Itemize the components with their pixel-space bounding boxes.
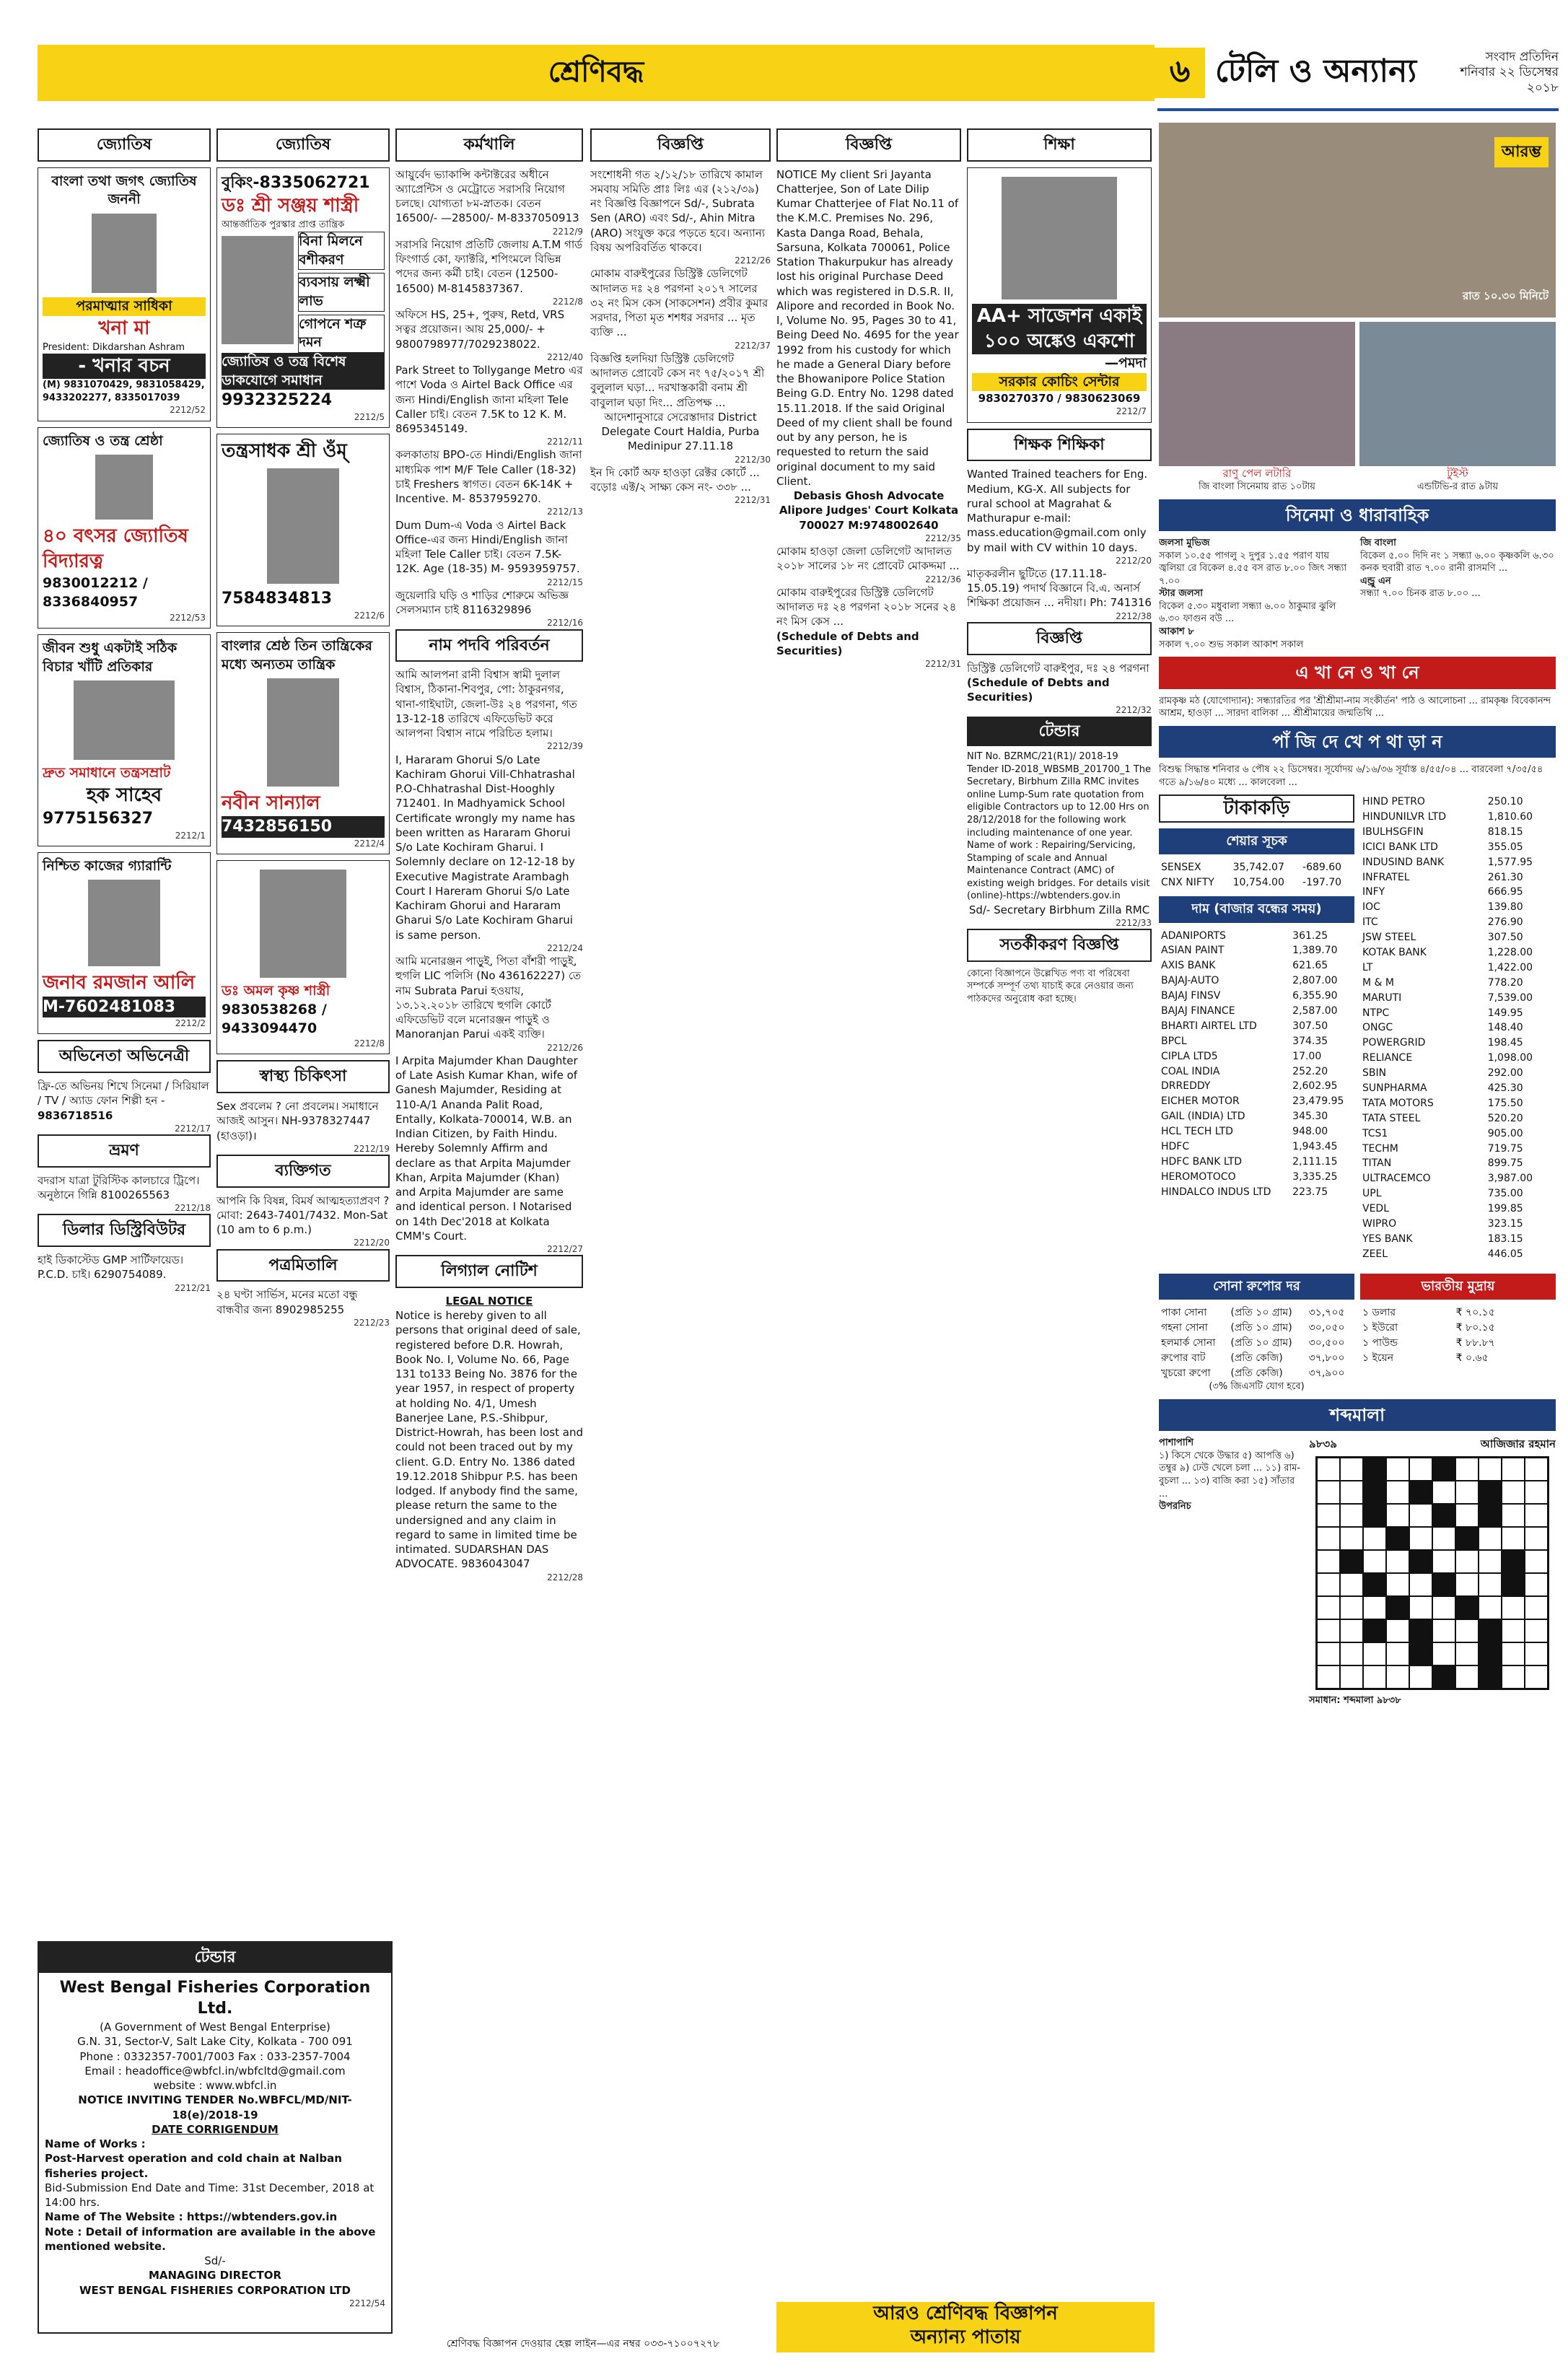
crossword-cell (1502, 1665, 1525, 1689)
more-classifieds-banner: আরও শ্রেণিবদ্ধ বিজ্ঞাপন অন্যান্য পাতায় (776, 2302, 1155, 2352)
crossword-cell (1432, 1596, 1455, 1619)
crossword-cell (1363, 1527, 1386, 1550)
crossword-cell (1502, 1642, 1525, 1665)
crossword-cell (1525, 1596, 1548, 1619)
crossword-cell (1455, 1458, 1479, 1481)
crossword-cell (1502, 1481, 1525, 1504)
stock-row: HIND PETRO 250.10 (1362, 796, 1523, 808)
crossword-cell (1432, 1619, 1455, 1642)
crossword-cell (1432, 1665, 1455, 1689)
crossword-cell (1455, 1504, 1479, 1527)
forex-row: ১ ডলার ₹ ৭০.১৫ (1362, 1306, 1495, 1318)
stock-row: KOTAK BANK 1,228.00 (1362, 946, 1533, 958)
crossword-cell (1409, 1481, 1432, 1504)
stock-row: HDFC 1,943.45 (1161, 1141, 1338, 1153)
stock-row: DRREDDY 2,602.95 (1161, 1080, 1338, 1093)
ad-amal-krishna: ডঃ অমল কৃষ্ণ শাস্ত্রী 9830538268 / 9433094470 2212/8 (216, 860, 390, 1054)
column-head: জ্যোতিষ (38, 128, 211, 162)
stock-row: BPCL 374.35 (1161, 1035, 1328, 1047)
promo-image-3 (1359, 322, 1556, 466)
crossword-cell (1479, 1458, 1502, 1481)
gold-rate-table (1159, 1305, 1354, 1380)
column-jobs: কর্মখালি আয়ুর্বেদ ভ্যাকান্সি কন্টাক্টরের অধীনে অ্যাপ্রেন্টিস ও মেট্রোতে সরাসরি নিয়োগ চলছে। যোগ্যতা ৮ম-স্নাতক। বেতন 16500/- —28500/- M-8337050913 2212/9 সরাসরি নিয়োগ প্রতিটি জেলায় A.T.M গার্ড ফিংগার্ড কো, ফ্যাক্টরি, শপিংমলে বিভিন্ন পদের জন্য কর্মী চাই। বেতন (12500-16500) M-8145837367. 2212/8 অফিসে HS, 25+, পুরুষ, Retd, VRS সত্বর প্রয়োজন। আয় 25,000/- + 9800798977/7029238022. 2212/40 Park Street to Tollygange Metro এর পাশে Voda ও Airtel Back Office এর জন্য Hindi/English জানা মহিলা Tele Caller চাই। বেতন 7.5K to 12 K. M. 8695345149. 2212/11 কলকাতায় BPO-তে Hindi/English জানা মাধ্যমিক পাশ M/F Tele Caller (18-32) চাই Freshers স্বাগত। বেতন 6K-14K + Incentive. M- 8537959270. 2212/13 Dum Dum-এ Voda ও Airtel Back Office-এর জন্য Hindi/English জানা মহিলা Tele Caller চাই। বেতন 7.5K-12K. Age (18-35) M- 9593959757. 2212/15 জুয়েলারি ঘড়ি ও শাড়ির শোরুমে অভিজ্ঞ সেলসম্যান চাই 8116329896 2212/16 নাম পদবি পরিবর্তন আমি আলপনা রানী বিশ্বাস স্বামী দুলাল বিশ্বাস, ঠিকানা-শিবপুর, পো: ঠাকুরনগর, থানা-গাইঘাটা, জেলা-উঃ ২৪ পরগনা, গত 13-12-18 তারিখে এফিডেভিট করে আলপনা বিশ্বাস নামে পরিচিত হলাম। 2212/39 I, Hararam Ghorui S/o Late Kachiram Ghorui Vill-Chhatrashal P.O-Chhatrashal Dist-Hooghly 712401. In Madhyamick School Certificate wrongly my name has been written as Hararam Ghorui S/o Late Kochiram Gharui. I Solemnly declare on 12-12-18 by Executive Magistrate Arambagh Court I Hareram Ghorui S/o Late Kachiram Ghorui and Hararam Gharui S/o Late Kochiram Gharui is same person. 2212/24 আমি মনোরঞ্জন পাড়ুই, পিতা বাঁশরী পাড়ুই, হুগলি LIC পলিসি (No 436162227) তে নাম Subrata Parui হওয়ায়, ১৩.১২.২০১৮ তারিখে হুগলি কোর্টে এফিডেভিট বলে মনোরঞ্জন পাড়ুই ও Manoranjan Parui একই ব্যক্তি। 2212/26 I Arpita Majumder Khan Daughter of Late Asish Kumar Khan, wife of Ganesh Majumder, Residing at 110-A/1 Ananda Palit Road, Entally, Kolkata-700014, W.B. an Indian Citizen, by Faith Hindu. Hereby Solemnly Affirm and declare as that Arpita Majumder Khan, Arpita Majumder (Khan) and Arpita Majumder are same and identical person. I Notarised on 14th Dec'2018 at Kolkata CMM's Court. 2212/27 লিগ্যাল নোটিশ LEGAL NOTICE Notice is hereby given to all persons that original deed of sale, registered before D.R. Howrah, Book No. I, Volume No. 66, Page 131 to133 Being No. 3876 for the year 1957, in respect of property at holding No. 4/1, Umesh Banerjee Lane, P.S.-Shibpur, District-Howrah, has been lost and could not been traced out by my client. G.D. Entry No. 1386 dated 19.12.2018 Shibpur P.S. has been lodged. If anybody find the same, please return the same to the undersigned and any claim in regard to same in limited time be intimated. SUDARSHAN DAS ADVOCATE. 9836043047 2212/28 (395, 128, 583, 2335)
column-astrology-1: জ্যোতিষ বাংলা তথা জগৎ জ্যোতিষ জননী পরমাত্মার সাধিকা খনা মা President: Dikdarshan Ashram - খনার বচন (M) 9831070429, 9831058429, 9433202277, 8335017039 2212/52 জ্যোতিষ ও তন্ত্র শ্রেষ্ঠা ৪০ বৎসর জ্যোতিষ বিদ্যারত্ন 9830012212 / 8336840957 2212/53 জীবন শুধু একটাই সঠিক বিচার খাঁটি প্রতিকার দ্রুত সমাধানে তন্ত্রসম্রাট হক সাহেব 9775156327 2212/1 নিশ্চিত কাজের গ্যারান্টি জনাব রমজান আলি M-7602481083 2212/2 অভিনেতা অভিনেত্রী ফ্রি-তে অভিনয় শিখে সিনেমা / সিরিয়াল / TV / অ্যাড ফোন শিল্পী হন - 9836718516 2212/17 ভ্রমণ বদরাস যাত্রা টুরিস্টিক কালচারে ট্রিপে। অনুষ্ঠানে গিন্নি 8100265563 2212/18 ডিলার ডিস্ট্রিবিউটর হাই ডিকাস্টেড GMP সার্টিফায়েড। P.C.D. চাই। 6290754089. 2212/21 (38, 128, 211, 2335)
crossword-cell (1525, 1665, 1548, 1689)
gold-rate-row: হলমার্ক সোনা (প্রতি ১০ গ্রাম) ৩০,৫০০ (1161, 1336, 1345, 1349)
page-title: টেলি ও অন্যান্য (1215, 52, 1417, 89)
stock-row: WIPRO 323.15 (1362, 1218, 1523, 1230)
stock-row: MARUTI 7,539.00 (1362, 991, 1533, 1004)
crossword-cell (1386, 1458, 1409, 1481)
page-number: ৬ (1155, 48, 1205, 98)
stock-row: LT 1,422.00 (1362, 961, 1533, 973)
photo-portrait (1002, 177, 1117, 299)
gold-rate-row: খুচরো রুপো (প্রতি কেজি) ৩৭,৯০০ (1161, 1367, 1345, 1379)
stock-table-left (1159, 929, 1354, 1200)
crossword-cell (1479, 1550, 1502, 1573)
crossword-cell (1363, 1573, 1386, 1596)
crossword-cell (1455, 1619, 1479, 1642)
crossword-cell (1317, 1527, 1340, 1550)
crossword-cell (1409, 1504, 1432, 1527)
crossword-cell (1525, 1642, 1548, 1665)
ad-ramjan-ali: নিশ্চিত কাজের গ্যারান্টি জনাব রমজান আলি M-7602481083 2212/2 (38, 852, 211, 1035)
crossword-cell (1363, 1642, 1386, 1665)
crossword-cell (1340, 1504, 1363, 1527)
stock-row: SBIN 292.00 (1362, 1067, 1523, 1080)
crossword-cell (1317, 1596, 1340, 1619)
crossword-cell (1340, 1481, 1363, 1504)
issue-date: শনিবার ২২ ডিসেম্বর (1460, 65, 1559, 80)
stock-row: NTPC 149.95 (1362, 1007, 1523, 1019)
stock-row: IOC 139.80 (1362, 901, 1523, 914)
stock-row: ICICI BANK LTD 355.05 (1362, 841, 1523, 853)
booking-info: শ্রেণিবদ্ধ বিজ্ঞাপন দেওয়ার হেল্প লাইন—এর নম্বর ০৩৩-৭১০০৭২৭৮ (446, 2338, 720, 2350)
crossword-cell (1432, 1504, 1455, 1527)
crossword-cell (1363, 1619, 1386, 1642)
crossword-cell (1409, 1642, 1432, 1665)
forex-row: ১ ইয়েন ₹ ০.৬৫ (1362, 1352, 1489, 1364)
crossword-cell (1432, 1642, 1455, 1665)
stock-row: HINDALCO INDUS LTD 223.75 (1161, 1186, 1328, 1198)
stock-row: BAJAJ FINANCE 2,587.00 (1161, 1005, 1338, 1017)
crossword-cell (1340, 1458, 1363, 1481)
ad-khona-ma: বাংলা তথা জগৎ জ্যোতিষ জননী পরমাত্মার সাধিকা খনা মা President: Dikdarshan Ashram - খনার বচন (M) 9831070429, 9831058429, 9433202277, 8335017039 2212/52 (38, 167, 211, 421)
crossword-cell (1455, 1665, 1479, 1689)
crossword-cell (1432, 1527, 1455, 1550)
crossword-cell (1455, 1573, 1479, 1596)
crossword-cell (1525, 1527, 1548, 1550)
stock-row: COAL INDIA 252.20 (1161, 1065, 1328, 1077)
crossword-cell (1479, 1642, 1502, 1665)
ad-haq-saheb: জীবন শুধু একটাই সঠিক বিচার খাঁটি প্রতিকার দ্রুত সমাধানে তন্ত্রসম্রাট হক সাহেব 9775156327 2212/1 (38, 634, 211, 846)
crossword-number: ৯৮৩৯ (1309, 1437, 1337, 1451)
crossword-cell (1340, 1642, 1363, 1665)
stock-row: RELIANCE 1,098.00 (1362, 1052, 1533, 1064)
crossword-cell (1525, 1619, 1548, 1642)
stock-row: BHARTI AIRTEL LTD 307.50 (1161, 1020, 1328, 1032)
column-astrology-2: জ্যোতিষ বুকিং-8335062721 ডঃ শ্রী সঞ্জয় শাস্ত্রী আন্তর্জাতিক পুরস্কার প্রাপ্ত তান্ত্রিক বিনা মিলনে বশীকরণ ব্যবসায় লক্ষ্মী লাভ গোপনে শত্রু দমন জ্যোতিষ ও তন্ত্র বিশেষ ডাকযোগে সমাধান 9932325224 2212/5 তন্ত্রসাধক শ্রী ওঁম্ 7584834813 2212/6 বাংলার শ্রেষ্ঠ তিন তান্ত্রিকের মধ্যে অন্যতম তান্ত্রিক নবীন সান্যাল 7432856150 2212/4 ডঃ অমল কৃষ্ণ শাস্ত্রী 9830538268 / 9433094470 2212/8 স্বাস্থ্য চিকিৎসা Sex প্রবলেম ? নো প্রবলেম। সমাধানে আজই আসুন। NH-9378327447 (হাওড়া)। 2212/19 ব্যক্তিগত আপনি কি বিষন্ন, বিমর্ষ আত্মহত্যাপ্রবণ ? মোবা: 2643-7401/7432. Mon-Sat (10 am to 6 p.m.) 2212/20 পত্রমিতালি ২৪ ঘণ্টা সার্ভিস, মনের মতো বন্ধু বান্ধবীর জন্য 8902985255 2212/23 (216, 128, 390, 2335)
crossword-author: আজিজার রহমান (1480, 1437, 1556, 1451)
ad-suggestion: AA+ সাজেশন একাই ১০০ অঙ্কেও একশো —পমদা সরকার কোচিং সেন্টার 9830270370 / 9830623069 2212/7 (967, 167, 1152, 423)
crossword-cell (1525, 1550, 1548, 1573)
column-tv-others: আরম্ভ রাত ১০.৩০ মিনিটে রাণু পেল লটারি জি বাংলা সিনেমায় রাত ১০টায় টুইস্ট এন্ডটিভি-র রাত ৯টায় সিনেমা ও ধারাবাহিক জলসা মুভিজ সকাল ১০.৫৫ পাগলু ২ দুপুর ১.৫৫ পরাণ যায় জ্বলিয়া রে বিকেল ৪.৫৫ বস রাত ৮.০০ জিৎ সন্ধ্যা ৭.০০ স্টার জলসা বিকেল ৫.৩০ মধুবালা সন্ধ্যা ৬.০০ ঠাকুমার ঝুলি ৬.৩০ ফাগুন বউ ... আকাশ ৮ সকাল ৭.০০ শুভ সকাল আকাশ সকাল জি বাংলা বিকেল ৫.০০ দিদি নং ১ সন্ধ্যা ৬.০০ কৃষ্ণকলি ৬.৩০ কনক হুবারী রাত ৭.০০ রানী রাসমণি ... এন্ড্রু এন সন্ধ্যা ৭.০০ চিনক রাত ৮.০০ ... এ খা নে ও খা নে রামকৃষ্ণ মঠ (যোগোদ্যান): সন্ধ্যারতির পর 'শ্রীশ্রীমা-নাম সংকীর্তন' পাঠ ও আলোচনা ... রামকৃষ্ণ বিবেকানন্দ আশ্রম, হাওড়া ... সারদা বালিকা ... শ্রীশ্রীমায়ের জন্মতিথি ... পাঁ জি দে খে প থা ড়া ন বিশুদ্ধ সিদ্ধান্ত শনিবার ৬ পৌষ ২২ ডিসেম্বর। সূর্যোদয় ৬/১৬/৩৬ সূর্যাস্ত ৪/৫৫/০৪ ... বারবেলা ৭/৩৫/৫৪ গতে ৯/১৬/৪০ মধ্যে ... কালবেলা ... টাকাকড়ি শেয়ার সূচক SENSEX 35,742.07 -689.60 CNX NIFTY 10,754.00 -197.70 দাম (বাজার বন্ধের সময়) ADANIPORTS 361.25 ASIAN PAINT 1,389.70 AXIS BANK 621.65 BAJAJ-AUTO 2,807.00 BAJAJ FINSV 6,355.90 BAJAJ FINANCE 2,587.00 BHARTI AIRTEL LTD 307.50 BPCL 374.35 CIPLA LTD5 17.00 COAL INDIA 252.20 DRREDDY 2,602.95 EICHER MOTOR 23,479.95 GAIL (INDIA) LTD 345.30 HCL TECH LTD 948.00 HDFC 1,943.45 HDFC BANK LTD 2,111.15 HEROMOTOCO 3,335.25 HINDALCO INDUS LTD 223.75 HIND PETRO 250.10 HINDUNILVR LTD 1,810.60 IBULHSGFIN 818.15 ICICI BANK LTD 355.05 INDUSIND BANK 1,577.95 INFRATEL 261.30 INFY 666.95 IOC 139.80 ITC 276.90 JSW STEEL 307.50 KOTAK BANK 1,228.00 LT 1,422.00 M & M 778.20 MARUTI 7,539.00 NTPC 149.95 ONGC 148.40 POWERGRID 198.45 RELIANCE 1,098.00 SBIN 292.00 SUNPHARMA 425.30 TATA MOTORS 175.50 TATA STEEL 520.20 TCS1 905.00 TECHM 719.75 TITAN 899.75 ULTRACEMCO 3,987.00 UPL 735.00 VEDL 199.85 WIPRO 323.15 YES BANK 183.15 ZEEL 446.05 সোনা রুপোর দর পাকা সোনা (প্রতি ১০ গ্রাম) ৩১,৭০৫ গহনা সোনা (প্রতি ১০ গ্রাম) ৩০,০৫০ হলমার্ক সোনা (প্রতি ১০ গ্রাম) ৩০,৫০০ রুপোর বাট (প্রতি কেজি) ৩৭,৮০০ খুচরো রুপো (প্রতি কেজি) ৩৭,৯০০ (৩% জিএসটি যোগ হবে) ভারতীয় মুদ্রায় ১ ডলার ₹ ৭০.১৫ ১ ইউরো ₹ ৮০.১৫ ১ পাউন্ড ₹ ৮৮.৮৭ ১ ইয়েন ₹ ০.৬৫ শব্দমালা পাশাপাশি ১) কিসে খেকে উদ্ধার ৫) আপত্তি ৬) তম্বুর ৯) ঢেউ খেলে চলা ... ১১) রাম-বুচলা ... ১৩) বাজি করা ১৫) সাঁতার ... উপরনিচ ৯৮৩৯ আজিজার রহমান সমাধান: শব্দমালা ৯৮৩৮ (1159, 123, 1556, 2335)
crossword-cell (1525, 1573, 1548, 1596)
crossword-cell (1386, 1550, 1409, 1573)
crossword-cell (1502, 1550, 1525, 1573)
stock-row: ULTRACEMCO 3,987.00 (1362, 1173, 1533, 1185)
stock-row: ASIAN PAINT 1,389.70 (1161, 945, 1338, 957)
crossword-cell (1432, 1550, 1455, 1573)
photo-portrait (260, 870, 346, 978)
crossword-cell (1525, 1504, 1548, 1527)
crossword-cell (1363, 1458, 1386, 1481)
stock-row: HDFC BANK LTD 2,111.15 (1161, 1155, 1338, 1168)
page-meta (1460, 50, 1559, 96)
crossword-cell (1317, 1504, 1340, 1527)
stock-row: HCL TECH LTD 948.00 (1161, 1126, 1328, 1138)
ad-nabin-sanyal: বাংলার শ্রেষ্ঠ তিন তান্ত্রিকের মধ্যে অন্যতম তান্ত্রিক নবীন সান্যাল 7432856150 2212/4 (216, 632, 390, 854)
stock-table-right (1360, 794, 1556, 1262)
crossword-cell (1386, 1596, 1409, 1619)
crossword-cell (1432, 1458, 1455, 1481)
crossword-cell (1317, 1619, 1340, 1642)
crossword-cell (1455, 1481, 1479, 1504)
stock-row: ZEEL 446.05 (1362, 1248, 1523, 1260)
crossword-cell (1340, 1665, 1363, 1689)
crossword-cell (1455, 1596, 1479, 1619)
column-education: শিক্ষা AA+ সাজেশন একাই ১০০ অঙ্কেও একশো —পমদা সরকার কোচিং সেন্টার 9830270370 / 9830623069 2212/7 শিক্ষক শিক্ষিকা Wanted Trained teachers for Eng. Medium, KG-X. All subjects for rural school at Magrahat & Mathurapur e-mail: mass.education@gmail.com only by mail with CV within 10 days. 2212/20 মাতৃকরলীন ছুটিতে (17.11.18-15.05.19) পদার্থ বিজ্ঞানে বি.এ. অনার্স শিক্ষিকা প্রয়োজন ... নদীয়া। Ph: 741316 2212/38 বিজ্ঞপ্তি ডিস্ট্রিক্ট ডেলিগেট বারুইপুর, দঃ ২৪ পরগনা (Schedule of Debts and Securities) 2212/32 টেন্ডার NIT No. BZRMC/21(R1)/ 2018-19 Tender ID-2018_WBSMB_201700_1 The Secretary, Birbhum Zilla RMC invites online Lump-Sum rate quotation from eligible Contractors up to 12.00 Hrs on 28/12/2018 for the following work including maintenance of one year. Name of work : Repairing/Servicing, Stamping of scale and Annual Maintenance Contract (AMC) of existing weigh bridges. For details visit (online)-https://wbtenders.gov.in Sd/- Secretary Birbhum Zilla RMC 2212/33 সতর্কীকরণ বিজ্ঞপ্তি কোনো বিজ্ঞাপনে উল্লেখিত পণ্য বা পরিষেবা সম্পর্কে সম্পূর্ণ তথ্য যাচাই করে নেওয়ার জন্য পাঠকদের অনুরোধ করা হচ্ছে। (967, 128, 1152, 2286)
photo-portrait (267, 468, 339, 584)
newspaper-name: সংবাদ প্রতিদিন (1485, 50, 1559, 65)
crossword-cell (1340, 1619, 1363, 1642)
gold-rate-row: পাকা সোনা (প্রতি ১০ গ্রাম) ৩১,৭০৫ (1161, 1306, 1345, 1318)
stock-row: ONGC 148.40 (1362, 1022, 1523, 1034)
crossword-cell (1386, 1527, 1409, 1550)
photo-portrait (267, 678, 339, 787)
crossword-cell (1386, 1504, 1409, 1527)
photo-portrait (222, 236, 294, 344)
stock-row: EICHER MOTOR 23,479.95 (1161, 1095, 1344, 1108)
crossword-cell (1479, 1619, 1502, 1642)
crossword-cell (1409, 1527, 1432, 1550)
forex-row: ১ পাউন্ড ₹ ৮৮.৮৭ (1362, 1336, 1495, 1349)
crossword-cell (1386, 1573, 1409, 1596)
crossword-cell (1363, 1665, 1386, 1689)
gold-rate-row: রুপোর বাট (প্রতি কেজি) ৩৭,৮০০ (1161, 1352, 1345, 1364)
crossword-cell (1455, 1527, 1479, 1550)
column-notices-2: বিজ্ঞপ্তি NOTICE My client Sri Jayanta Chatterjee, Son of Late Dilip Kumar Chatterjee of Flat No.11 of the K.M.C. Premises No. 296, Kasta Danga Road, Behala, Sarsuna, Kolkata 700061, Police Station Thakurpukur has already lost his original Purchase Deed which was registered in D.S.R. II, Alipore and recorded in Book No. I, Volume No. 95, Pages 30 to 41, Being Deed No. 4695 for the year 1992 from his custody for which he made a General Diary before the Bhowanipore Police Station Being G.D. Entry No. 1298 dated 15.11.2018. If the said Original Deed of my client shall be found out by any person, he is requested to return the said original document to my said Client. Debasis Ghosh Advocate Alipore Judges' Court Kolkata 700027 M:9748002640 2212/35 মোকাম হাওড়া জেলা ডেলিগেট আদালত ২০১৮ সালের ১৮ নং প্রোবেট মোকদ্দমা ... 2212/36 মোকাম বারুইপুরের ডিস্ট্রিক্ট ডেলিগেট আদালত দঃ ২৪ পরগনা ২০১৮ সনের ২৪ নং মিস কেস ... (Schedule of Debts and Securities) 2212/31 (776, 128, 961, 2286)
stock-row: UPL 735.00 (1362, 1188, 1523, 1200)
stock-row: HINDUNILVR LTD 1,810.60 (1362, 810, 1533, 823)
crossword-grid (1315, 1456, 1549, 1690)
stock-row: INDUSIND BANK 1,577.95 (1362, 856, 1533, 868)
stock-row: SUNPHARMA 425.30 (1362, 1082, 1523, 1094)
stock-row: GAIL (INDIA) LTD 345.30 (1161, 1111, 1328, 1123)
crossword-cell (1317, 1550, 1340, 1573)
crossword-cell (1502, 1527, 1525, 1550)
stock-row: TITAN 899.75 (1362, 1157, 1523, 1170)
photo-portrait (95, 455, 153, 520)
issue-year: ২০১৮ (1526, 80, 1559, 95)
crossword-cell (1479, 1665, 1502, 1689)
crossword-cell (1525, 1458, 1548, 1481)
stock-row: HEROMOTOCO 3,335.25 (1161, 1170, 1338, 1183)
index-table: SENSEX 35,742.07 -689.60 CNX NIFTY 10,754.00 -197.70 (1161, 862, 1342, 889)
crossword-cell (1502, 1619, 1525, 1642)
ad-sanjay-shastri: বুকিং-8335062721 ডঃ শ্রী সঞ্জয় শাস্ত্রী আন্তর্জাতিক পুরস্কার প্রাপ্ত তান্ত্রিক বিনা মিলনে বশীকরণ ব্যবসায় লক্ষ্মী লাভ গোপনে শত্রু দমন জ্যোতিষ ও তন্ত্র বিশেষ ডাকযোগে সমাধান 9932325224 2212/5 (216, 167, 390, 428)
stock-row: ITC 276.90 (1362, 916, 1523, 929)
crossword-cell (1479, 1481, 1502, 1504)
stock-row: AXIS BANK 621.65 (1161, 960, 1328, 972)
crossword-cell (1340, 1596, 1363, 1619)
crossword-cell (1317, 1665, 1340, 1689)
crossword-cell (1479, 1573, 1502, 1596)
crossword-cell (1363, 1596, 1386, 1619)
page-masthead (1155, 45, 1559, 101)
crossword-cell (1502, 1458, 1525, 1481)
crossword-cell (1455, 1642, 1479, 1665)
ad-om: তন্ত্রসাধক শ্রী ওঁম্ 7584834813 2212/6 (216, 434, 390, 626)
stock-row: CIPLA LTD5 17.00 (1161, 1050, 1322, 1062)
forex-row: ১ ইউরো ₹ ৮০.১৫ (1362, 1321, 1495, 1334)
crossword-cell (1340, 1527, 1363, 1550)
crossword-cell (1479, 1527, 1502, 1550)
stock-row: ADANIPORTS 361.25 (1161, 929, 1328, 942)
stock-row: INFRATEL 261.30 (1362, 871, 1523, 883)
photo-portrait (88, 880, 160, 966)
stock-row: INFY 666.95 (1362, 886, 1523, 898)
crossword-cell (1363, 1481, 1386, 1504)
crossword-cell (1340, 1573, 1363, 1596)
stock-row: JSW STEEL 307.50 (1362, 932, 1523, 944)
stock-row: TATA MOTORS 175.50 (1362, 1097, 1523, 1109)
crossword-cell (1317, 1642, 1340, 1665)
crossword-cell (1363, 1550, 1386, 1573)
stock-row: M & M 778.20 (1362, 976, 1523, 989)
crossword-cell (1409, 1665, 1432, 1689)
crossword-cell (1502, 1573, 1525, 1596)
stock-row: IBULHSGFIN 818.15 (1362, 826, 1523, 838)
crossword-cell (1317, 1573, 1340, 1596)
crossword-cell (1409, 1619, 1432, 1642)
crossword-cell (1409, 1596, 1432, 1619)
stock-row: TCS1 905.00 (1362, 1127, 1523, 1139)
crossword-cell (1409, 1573, 1432, 1596)
masthead-rule (1157, 108, 1559, 111)
crossword-cell (1386, 1665, 1409, 1689)
stock-row: TATA STEEL 520.20 (1362, 1112, 1523, 1124)
crossword-cell (1455, 1550, 1479, 1573)
forex-table (1360, 1305, 1556, 1366)
crossword-cell (1317, 1481, 1340, 1504)
stock-row: BAJAJ FINSV 6,355.90 (1161, 990, 1338, 1002)
crossword-cell (1502, 1504, 1525, 1527)
crossword-cell (1432, 1573, 1455, 1596)
stock-row: VEDL 199.85 (1362, 1203, 1523, 1215)
promo-image-2 (1159, 322, 1355, 466)
crossword-cell (1409, 1550, 1432, 1573)
promo-banner-1: আরম্ভ রাত ১০.৩০ মিনিটে (1159, 123, 1556, 318)
crossword-cell (1479, 1596, 1502, 1619)
stock-row: TECHM 719.75 (1362, 1142, 1523, 1155)
crossword-cell (1317, 1458, 1340, 1481)
stock-row: POWERGRID 198.45 (1362, 1037, 1523, 1049)
crossword-cell (1386, 1642, 1409, 1665)
stock-row: YES BANK 183.15 (1362, 1233, 1523, 1245)
column-notices-1: বিজ্ঞপ্তি সংশোধনী গত ২/১২/১৮ তারিখে কামাল সমবায় সমিতি প্রাঃ লিঃ এর (২১২/৩৯) নং বিজ্ঞপ্তি বিজ্ঞাপনে Sd/-, Subrata Sen (ARO) এবং Sd/-, Ahin Mitra (ARO) সংযুক্ত করে পড়তে হবে। অন্যান্য বিষয় অপরিবর্তিত থাকবে। 2212/26 মোকাম বারুইপুরের ডিস্ট্রিক্ট ডেলিগেট আদালত দঃ ২৪ পরগনা ২০১৭ সালের ৩২ নং মিস কেস (সাকসেশন) প্রবীর কুমার সরদার, পিতা মৃত শশধর সরদার ... মৃত ব্যক্তি ... 2212/37 বিজ্ঞপ্তি হলদিয়া ডিস্ট্রিক্ট ডেলিগেট আদালত প্রোবেট কেস নং ৭৫/২০১৭ শ্রী বুলুলাল ঘড়া... দরখাস্তকারী বনাম শ্রী বাবুলাল ঘড়া দিং... প্রতিপক্ষ ... আদেশানুসারে সেরেস্তাদার District Delegate Court Haldia, Purba Medinipur 27.11.18 2212/30 ইন দি কোর্ট অফ হাওড়া রেক্টর কোর্টে ... বড়োঃ এক্ট/২ সাক্ষ্য কেস নং- ৩৩৮ ... 2212/31 (590, 128, 771, 2335)
section-title: শ্রেণিবদ্ধ (548, 55, 644, 89)
crossword-cell (1340, 1550, 1363, 1573)
crossword-cell (1525, 1481, 1548, 1504)
photo-portrait (92, 214, 157, 293)
ad-astrology-2: জ্যোতিষ ও তন্ত্র শ্রেষ্ঠা ৪০ বৎসর জ্যোতিষ বিদ্যারত্ন 9830012212 / 8336840957 2212/53 (38, 427, 211, 629)
crossword-cell (1409, 1458, 1432, 1481)
section-banner (38, 45, 1155, 101)
crossword-cell (1432, 1481, 1455, 1504)
crossword-cell (1479, 1504, 1502, 1527)
gold-rate-row: গহনা সোনা (প্রতি ১০ গ্রাম) ৩০,০৫০ (1161, 1321, 1345, 1334)
crossword-cell (1502, 1596, 1525, 1619)
crossword-cell (1386, 1619, 1409, 1642)
crossword-cell (1386, 1481, 1409, 1504)
photo-portraits (74, 680, 175, 760)
crossword-cell (1363, 1504, 1386, 1527)
stock-row: BAJAJ-AUTO 2,807.00 (1161, 975, 1338, 987)
tender-wbfcl: টেন্ডার West Bengal Fisheries Corporation Ltd. (A Government of West Bengal Enterprise) G.N. 31, Sector-V, Salt Lake City, Kolkata - 700 091 Phone : 0332357-7001/7003 Fax : 033-2357-7004 Email : headoffice@wbfcl.in/wbfcltd@gmail.com website : www.wbfcl.in NOTICE INVITING TENDER No.WBFCL/MD/NIT-18(e)/2018-19 DATE CORRIGENDUM Name of Works : Post-Harvest operation and cold chain at Nalban fisheries project. Bid-Submission End Date and Time: 31st December, 2018 at 14:00 hrs. Name of The Website : https://wbtenders.gov.in Note : Detail of information are available in the above mentioned website. Sd/- MANAGING DIRECTOR WEST BENGAL FISHERIES CORPORATION LTD 2212/54 (38, 1941, 393, 2334)
